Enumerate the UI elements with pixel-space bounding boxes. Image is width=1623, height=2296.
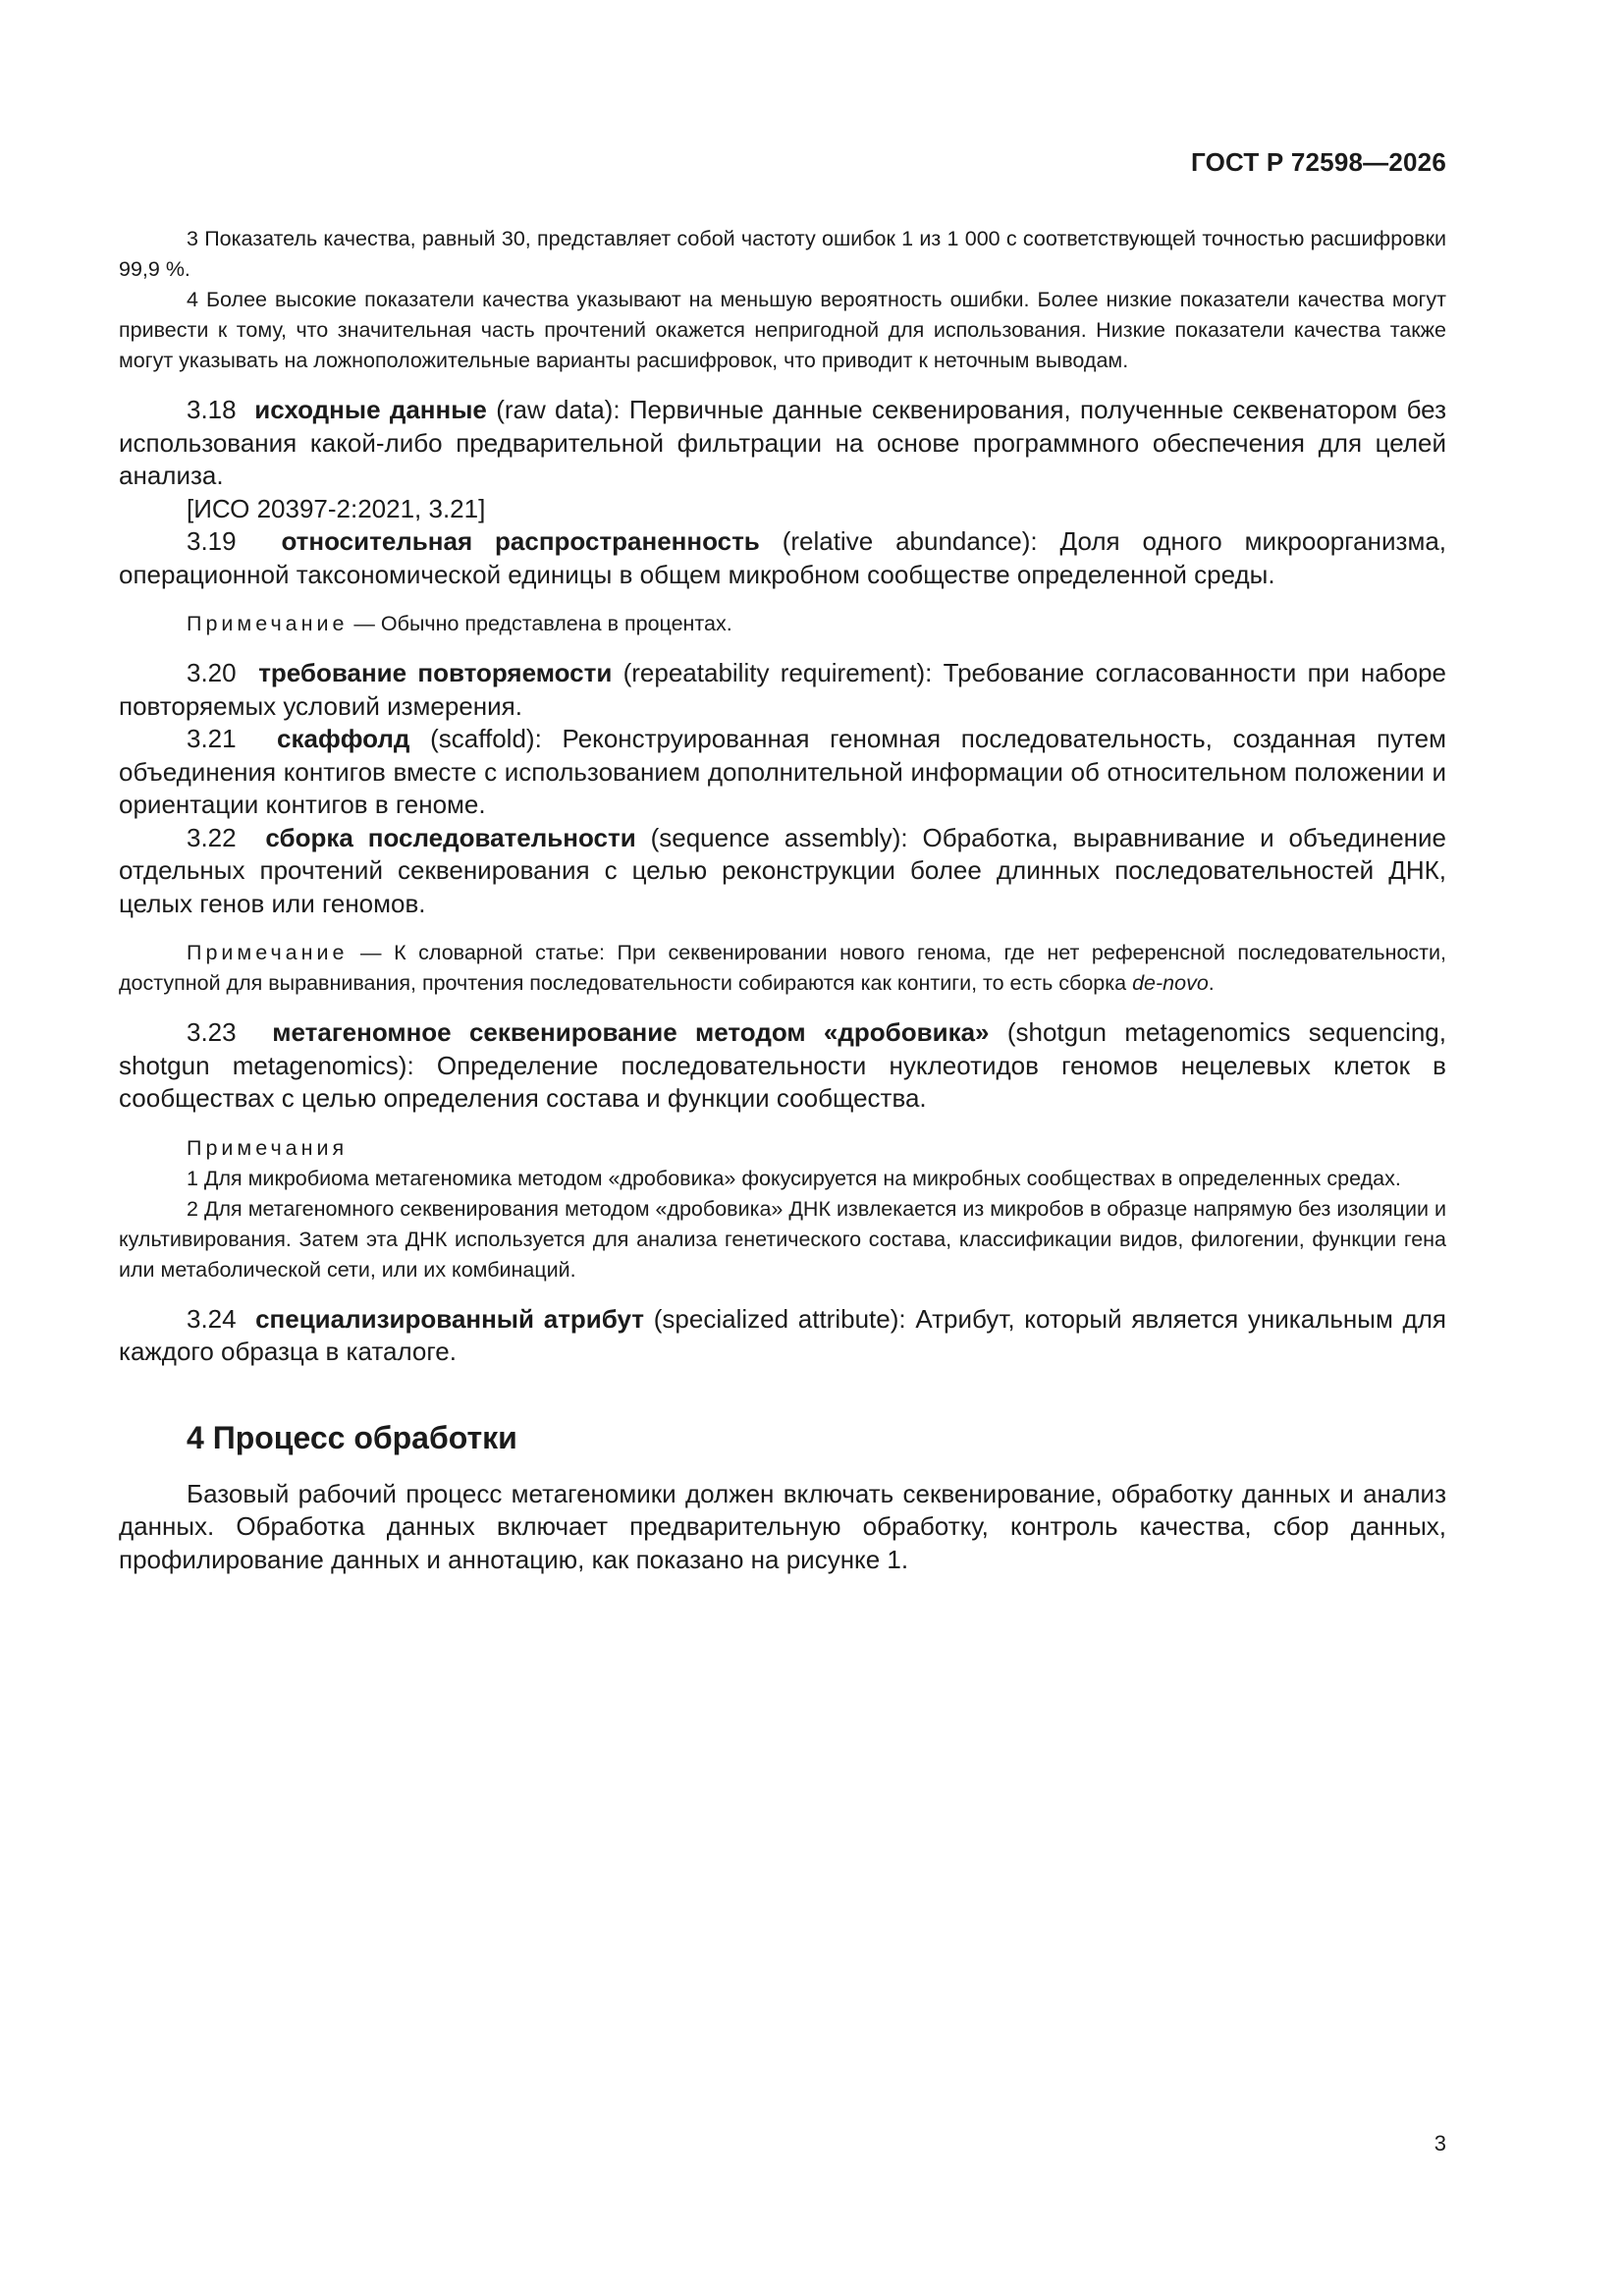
page-number: 3 [1434,2131,1446,2156]
term-3-23-notes-label [119,1133,1446,1164]
note-text: — Обычно представлена в процентах. [348,612,732,635]
note-italic-term: de-novo [1132,971,1209,995]
document-body [119,224,1446,1576]
document-id-header: ГОСТ Р 72598—2026 [1191,147,1446,177]
term-3-22-note [119,938,1446,999]
term-name: метагеномное секвенирование методом «дробовика» [272,1017,990,1047]
note-4: 4 Более высокие показатели качества указывают на меньшую вероятность ошибки. Более низкие показатели качества могут привести к тому, что значительная часть прочтений окажется непригодной для использования. Низкие показатели качества также могут указывать на ложноположительные варианты расшифровок, что приводит к неточным выводам. [119,288,1446,372]
term-3-19-note [119,609,1446,639]
term-3-24 [119,1303,1446,1369]
term-3-23-note-1: 1 Для микробиома метагеномика методом «дробовика» фокусируется на микробных сообществах в определенных средах. [187,1166,1401,1190]
term-definition: (relative abundance): Доля одного микроорганизма, операционной таксономической единицы в общем микробном сообществе определенной среды. [119,526,1446,589]
term-3-19 [119,525,1446,591]
term-number: 3.19 [187,526,237,556]
term-number: 3.20 [187,658,237,687]
note-label: Примечание [187,941,349,964]
term-name: сборка последовательности [265,822,636,852]
notes-label: Примечания [187,1135,349,1160]
section-4-body: Базовый рабочий процесс метагеномики должен включать секвенирование, обработку данных и анализ данных. Обработка данных включает предварительную обработку, контроль качества, сбор данных, профилирование данных и аннотацию, как показано на рисунке 1. [119,1478,1446,1574]
term-definition: (scaffold): Реконструированная геномная последовательность, созданная путем объединения контигов вместе с использованием дополнительной информации об относительном положении и ориентации контигов в геноме. [119,724,1447,819]
term-3-18-reference: [ИСО 20397-2:2021, 3.21] [187,493,486,523]
term-3-22 [119,822,1446,921]
term-number: 3.21 [187,724,237,753]
term-3-20 [119,657,1446,723]
term-name: требование повторяемости [258,658,613,687]
note-label: Примечание [187,612,349,635]
term-name: скаффолд [277,724,410,753]
term-3-18 [119,394,1446,493]
term-number: 3.18 [187,395,237,424]
term-name: относительная распространенность [281,526,760,556]
term-number: 3.23 [187,1017,237,1047]
term-3-21 [119,723,1446,822]
term-definition: (sequence assembly): Обработка, выравнивание и объединение отдельных прочтений секвенирования с целью реконструкции более длинных последовательностей ДНК, целых генов или геномов. [119,822,1447,918]
term-name: исходные данные [254,395,487,424]
term-number: 3.22 [187,822,237,852]
term-3-23-note-2: 2 Для метагеномного секвенирования методом «дробовика» ДНК извлекается из микробов в образце напрямую без изоляции и культивирования. Затем эта ДНК используется для анализа генетического состава, классификации видов, филогении, функции гена или метаболической сети, или их комбинаций. [119,1196,1446,1282]
section-4-heading: 4 Процесс обработки [187,1419,517,1455]
term-definition: (repeatability requirement): Требование согласованности при наборе повторяемых условий измерения. [119,658,1447,721]
term-definition: (specialized attribute): Атрибут, который является уникальным для каждого образца в каталоге. [119,1303,1446,1366]
term-definition: (raw data): Первичные данные секвенирования, полученные секвенатором без использования какой-либо предварительной фильтрации на основе программного обеспечения для целей анализа. [119,395,1446,490]
term-name: специализированный атрибут [255,1303,645,1334]
term-number: 3.24 [187,1303,237,1334]
term-3-23 [119,1016,1446,1116]
note-3: 3 Показатель качества, равный 30, представляет собой частоту ошибок 1 из 1 000 с соответствующей точностью расшифровки 99,9 %. [119,227,1446,281]
note-end: . [1208,971,1215,995]
note-text: — К словарной статье: При секвенировании нового генома, где нет референсной последовательности, доступной для выравнивания, прочтения последовательности собираются как контиги, то есть сборка [119,941,1446,995]
term-definition: (shotgun metagenomics sequencing, shotgun metagenomics): Определение последовательности нуклеотидов геномов нецелевых клеток в сообществах с целью определения состава и функции сообщества. [119,1017,1446,1113]
